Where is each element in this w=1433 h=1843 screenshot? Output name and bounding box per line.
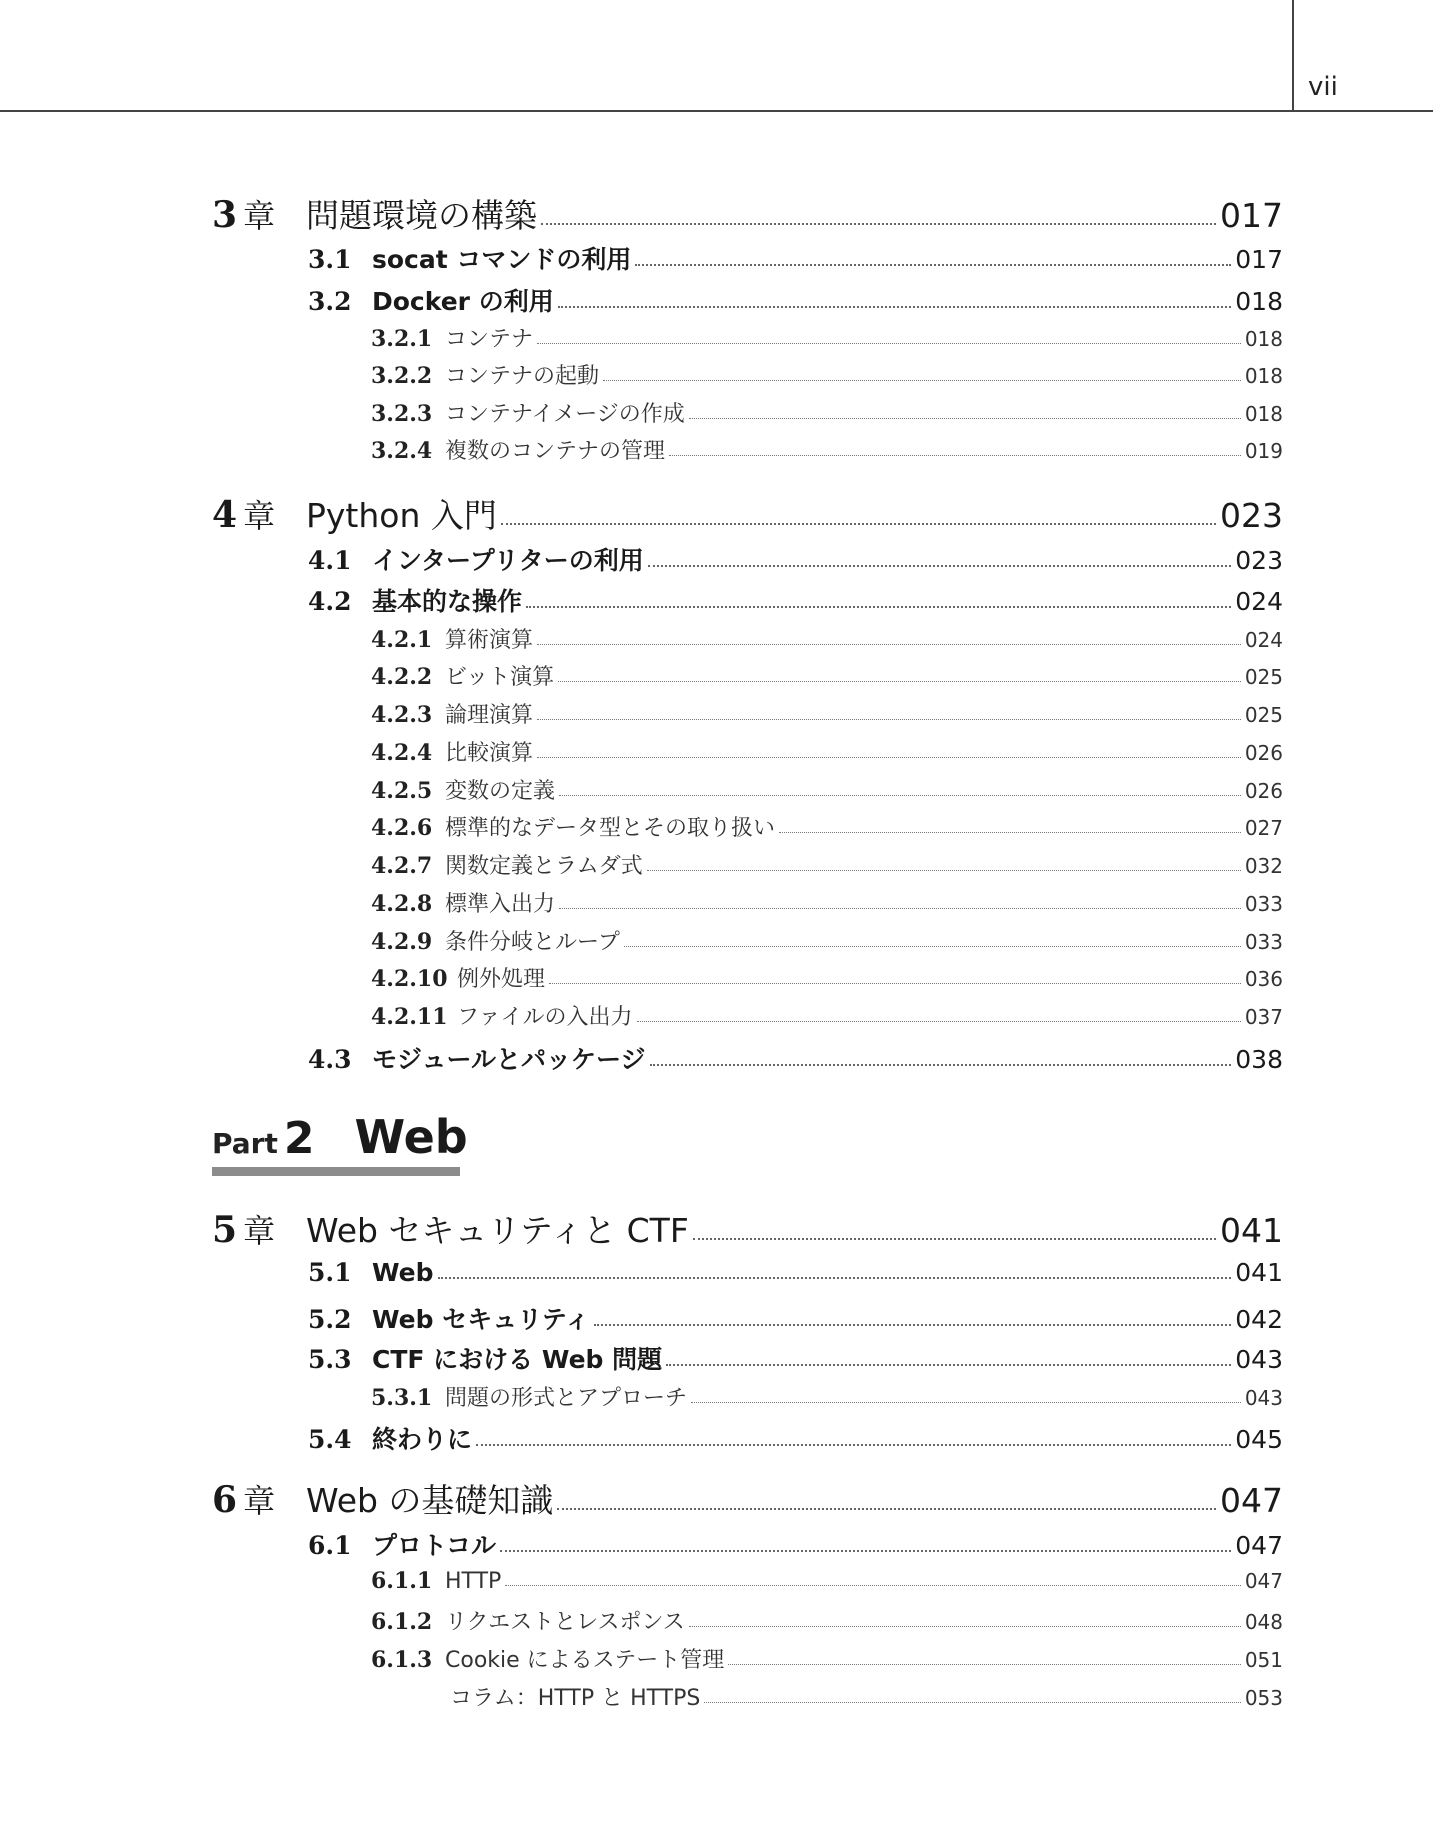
part-number: 2: [283, 1113, 315, 1164]
dot-leader: [558, 306, 1232, 308]
page-ref: 038: [1235, 1045, 1283, 1074]
toc-section-4-1[interactable]: [308, 541, 1283, 577]
chapter-number: 3: [212, 194, 238, 236]
dot-leader: [650, 1064, 1232, 1066]
chapter-title: 問題環境の構築: [306, 196, 537, 235]
dot-leader: [635, 264, 1231, 266]
subsection-title: HTTP: [445, 1569, 502, 1594]
section-number: 4.3: [308, 1045, 352, 1074]
section-title: Web セキュリティ: [372, 1305, 590, 1334]
subsection-title: コンテナ: [445, 327, 534, 352]
section-number: 4.2: [308, 587, 352, 616]
dot-leader: [704, 1702, 1240, 1703]
toc-section-5-3[interactable]: [308, 1340, 1283, 1376]
toc-section-6-1[interactable]: [308, 1526, 1283, 1562]
dot-leader: [637, 1021, 1241, 1022]
toc-subsection-4-2-3[interactable]: [371, 698, 1283, 729]
page-ref: 041: [1220, 1211, 1283, 1250]
toc-section-3-1[interactable]: [308, 240, 1283, 276]
dot-leader: [779, 832, 1241, 833]
toc-chapter-5[interactable]: [212, 1205, 1283, 1252]
toc-section-5-2[interactable]: [308, 1300, 1283, 1336]
page-ref: 018: [1235, 287, 1283, 316]
subsection-number: 4.2.4: [371, 740, 433, 766]
dot-leader: [689, 418, 1241, 419]
page-ref: 025: [1244, 665, 1283, 689]
dot-leader: [559, 908, 1241, 909]
toc-subsection-4-2-8[interactable]: [371, 887, 1283, 918]
subsection-number: 4.2.9: [371, 929, 433, 955]
page-ref: 017: [1235, 245, 1283, 274]
page-ref: 033: [1244, 930, 1283, 954]
dot-leader: [691, 1402, 1241, 1403]
chapter-suffix: 章: [243, 497, 276, 535]
toc-subsection-3-2-3[interactable]: [371, 397, 1283, 428]
dot-leader: [689, 1626, 1241, 1627]
page-ref: 023: [1235, 546, 1283, 575]
page-ref: 051: [1244, 1648, 1283, 1672]
section-title: Docker の利用: [372, 287, 554, 316]
subsection-title: コンテナの起動: [445, 364, 600, 389]
toc-subsection-4-2-10[interactable]: [371, 962, 1283, 993]
page-ref: 026: [1244, 779, 1283, 803]
page-ref: 048: [1244, 1610, 1283, 1634]
section-title: 終わりに: [372, 1425, 473, 1454]
page-ref: 037: [1244, 1005, 1283, 1029]
subsection-number: 3.2.3: [371, 401, 433, 427]
toc-column-entry[interactable]: [450, 1681, 1283, 1712]
page-ref: 024: [1235, 587, 1283, 616]
toc-subsection-5-3-1[interactable]: [371, 1381, 1283, 1412]
subsection-title: 例外処理: [457, 967, 546, 992]
page-ref: 017: [1220, 196, 1283, 235]
subsection-number: 4.2.7: [371, 853, 433, 879]
toc-section-3-2[interactable]: [308, 282, 1283, 318]
dot-leader: [728, 1664, 1241, 1665]
subsection-title: ビット演算: [445, 665, 555, 690]
dot-leader: [624, 946, 1241, 947]
section-number: 3.1: [308, 245, 352, 274]
part-title: Web: [354, 1110, 468, 1164]
section-number: 4.1: [308, 546, 352, 575]
chapter-suffix: 章: [243, 1482, 276, 1520]
subsection-number: 4.2.2: [371, 664, 433, 690]
subsection-number: 3.2.2: [371, 363, 433, 389]
toc-subsection-4-2-9[interactable]: [371, 925, 1283, 956]
subsection-title: コンテナイメージの作成: [445, 402, 685, 427]
dot-leader: [500, 1550, 1231, 1552]
page-ref: 018: [1244, 327, 1283, 351]
dot-leader: [666, 1364, 1231, 1366]
page-ref: 018: [1244, 402, 1283, 426]
toc-subsection-6-1-2[interactable]: [371, 1605, 1283, 1636]
subsection-title: 条件分岐とループ: [445, 930, 620, 955]
chapter-title: Web の基礎知識: [306, 1481, 554, 1520]
subsection-title: 算術演算: [445, 628, 534, 653]
toc-subsection-3-2-1[interactable]: [371, 322, 1283, 353]
toc-subsection-4-2-2[interactable]: [371, 660, 1283, 691]
toc-subsection-4-2-6[interactable]: [371, 811, 1283, 842]
page-ref: 047: [1244, 1569, 1283, 1593]
subsection-title: 複数のコンテナの管理: [445, 439, 666, 464]
toc-chapter-3[interactable]: [212, 190, 1283, 237]
toc-subsection-4-2-4[interactable]: [371, 736, 1283, 767]
chapter-number: 5: [212, 1209, 238, 1251]
page-ref: 047: [1235, 1531, 1283, 1560]
chapter-title: Python 入門: [306, 496, 497, 535]
toc-section-5-1[interactable]: [308, 1258, 1283, 1287]
chapter-title: Web セキュリティと CTF: [306, 1211, 689, 1250]
dot-leader: [648, 565, 1232, 567]
subsection-number: 6.1.2: [371, 1609, 433, 1635]
subsection-number: 4.2.3: [371, 702, 433, 728]
subsection-number: 3.2.4: [371, 438, 433, 464]
section-title: 基本的な操作: [372, 587, 523, 616]
page-ref: 033: [1244, 892, 1283, 916]
subsection-title: 標準的なデータ型とその取り扱い: [445, 816, 776, 841]
subsection-title: 変数の定義: [445, 779, 556, 804]
page-ref: 019: [1244, 439, 1283, 463]
toc-subsection-6-1-1[interactable]: [371, 1568, 1283, 1594]
dot-leader: [476, 1444, 1231, 1446]
toc-subsection-4-2-5[interactable]: [371, 774, 1283, 805]
page-ref: 023: [1220, 496, 1283, 535]
part-header: [212, 1110, 468, 1164]
section-number: 3.2: [308, 287, 352, 316]
subsection-number: 4.2.8: [371, 891, 433, 917]
subsection-number: 4.2.5: [371, 778, 433, 804]
page-ref: 024: [1244, 628, 1283, 652]
section-title: モジュールとパッケージ: [372, 1045, 646, 1074]
section-title: CTF における Web 問題: [372, 1345, 663, 1374]
subsection-number: 6.1.1: [371, 1568, 433, 1594]
section-number: 5.3: [308, 1345, 352, 1374]
dot-leader: [549, 983, 1241, 984]
subsection-number: 3.2.1: [371, 326, 433, 352]
subsection-title: Cookie によるステート管理: [445, 1648, 725, 1673]
part-label: Part: [212, 1127, 278, 1160]
section-number: 6.1: [308, 1531, 352, 1560]
dot-leader: [669, 455, 1241, 456]
dot-leader: [501, 523, 1216, 525]
header-horizontal-rule: [0, 110, 1433, 112]
section-number: 5.4: [308, 1425, 352, 1454]
toc-section-5-4[interactable]: [308, 1420, 1283, 1456]
toc-section-4-3[interactable]: [308, 1040, 1283, 1076]
section-number: 5.1: [308, 1258, 352, 1287]
page-ref: 025: [1244, 703, 1283, 727]
toc-subsection-4-2-11[interactable]: [371, 1000, 1283, 1031]
dot-leader: [603, 380, 1241, 381]
header-vertical-rule: [1292, 0, 1294, 111]
section-title: プロトコル: [372, 1531, 497, 1560]
page-ref: 042: [1235, 1305, 1283, 1334]
chapter-suffix: 章: [243, 1212, 276, 1250]
section-title: インタープリターの利用: [372, 546, 644, 575]
section-title: socat コマンドの利用: [372, 245, 632, 274]
dot-leader: [505, 1585, 1241, 1586]
subsection-title: 問題の形式とアプローチ: [445, 1386, 688, 1411]
chapter-suffix: 章: [243, 197, 276, 235]
subsection-number: 4.2.6: [371, 815, 433, 841]
page-ref: 045: [1235, 1425, 1283, 1454]
subsection-title: 標準入出力: [445, 892, 556, 917]
toc-subsection-3-2-2[interactable]: [371, 359, 1283, 390]
page-ref: 053: [1244, 1686, 1283, 1710]
page-number: vii: [1308, 72, 1338, 102]
toc-chapter-6[interactable]: [212, 1475, 1283, 1522]
dot-leader: [541, 223, 1216, 225]
dot-leader: [594, 1324, 1232, 1326]
page-ref: 018: [1244, 364, 1283, 388]
toc-subsection-4-2-1[interactable]: [371, 623, 1283, 654]
subsection-number: 6.1.3: [371, 1647, 433, 1673]
dot-leader: [438, 1277, 1232, 1279]
section-number: 5.2: [308, 1305, 352, 1334]
toc-section-4-2[interactable]: [308, 582, 1283, 618]
dot-leader: [537, 644, 1241, 645]
page-ref: 032: [1244, 854, 1283, 878]
column-title: コラム：HTTP と HTTPS: [450, 1686, 701, 1711]
page-ref: 043: [1244, 1386, 1283, 1410]
dot-leader: [537, 343, 1241, 344]
subsection-number: 4.2.11: [371, 1004, 448, 1030]
subsection-title: ファイルの入出力: [457, 1005, 633, 1030]
subsection-number: 5.3.1: [371, 1385, 433, 1411]
subsection-title: 比較演算: [445, 741, 534, 766]
subsection-number: 4.2.10: [371, 966, 448, 992]
chapter-number: 4: [212, 494, 238, 536]
dot-leader: [647, 870, 1241, 871]
subsection-title: 関数定義とラムダ式: [445, 854, 643, 879]
page-ref: 027: [1244, 816, 1283, 840]
dot-leader: [537, 719, 1241, 720]
dot-leader: [559, 795, 1241, 796]
subsection-number: 4.2.1: [371, 627, 433, 653]
toc-subsection-4-2-7[interactable]: [371, 849, 1283, 880]
dot-leader: [693, 1238, 1216, 1240]
toc-subsection-6-1-3[interactable]: [371, 1643, 1283, 1674]
page-ref: 026: [1244, 741, 1283, 765]
page-ref: 047: [1220, 1481, 1283, 1520]
toc-subsection-3-2-4[interactable]: [371, 434, 1283, 465]
page-ref: 036: [1244, 967, 1283, 991]
subsection-title: リクエストとレスポンス: [445, 1610, 685, 1635]
chapter-number: 6: [212, 1479, 238, 1521]
dot-leader: [557, 1508, 1216, 1510]
subsection-title: 論理演算: [445, 703, 534, 728]
section-title: Web: [372, 1258, 434, 1287]
toc-chapter-4[interactable]: [212, 490, 1283, 537]
dot-leader: [537, 757, 1241, 758]
dot-leader: [558, 681, 1241, 682]
page-ref: 043: [1235, 1345, 1283, 1374]
dot-leader: [526, 606, 1231, 608]
part-underline-bar: [212, 1167, 460, 1176]
page-ref: 041: [1235, 1258, 1283, 1287]
